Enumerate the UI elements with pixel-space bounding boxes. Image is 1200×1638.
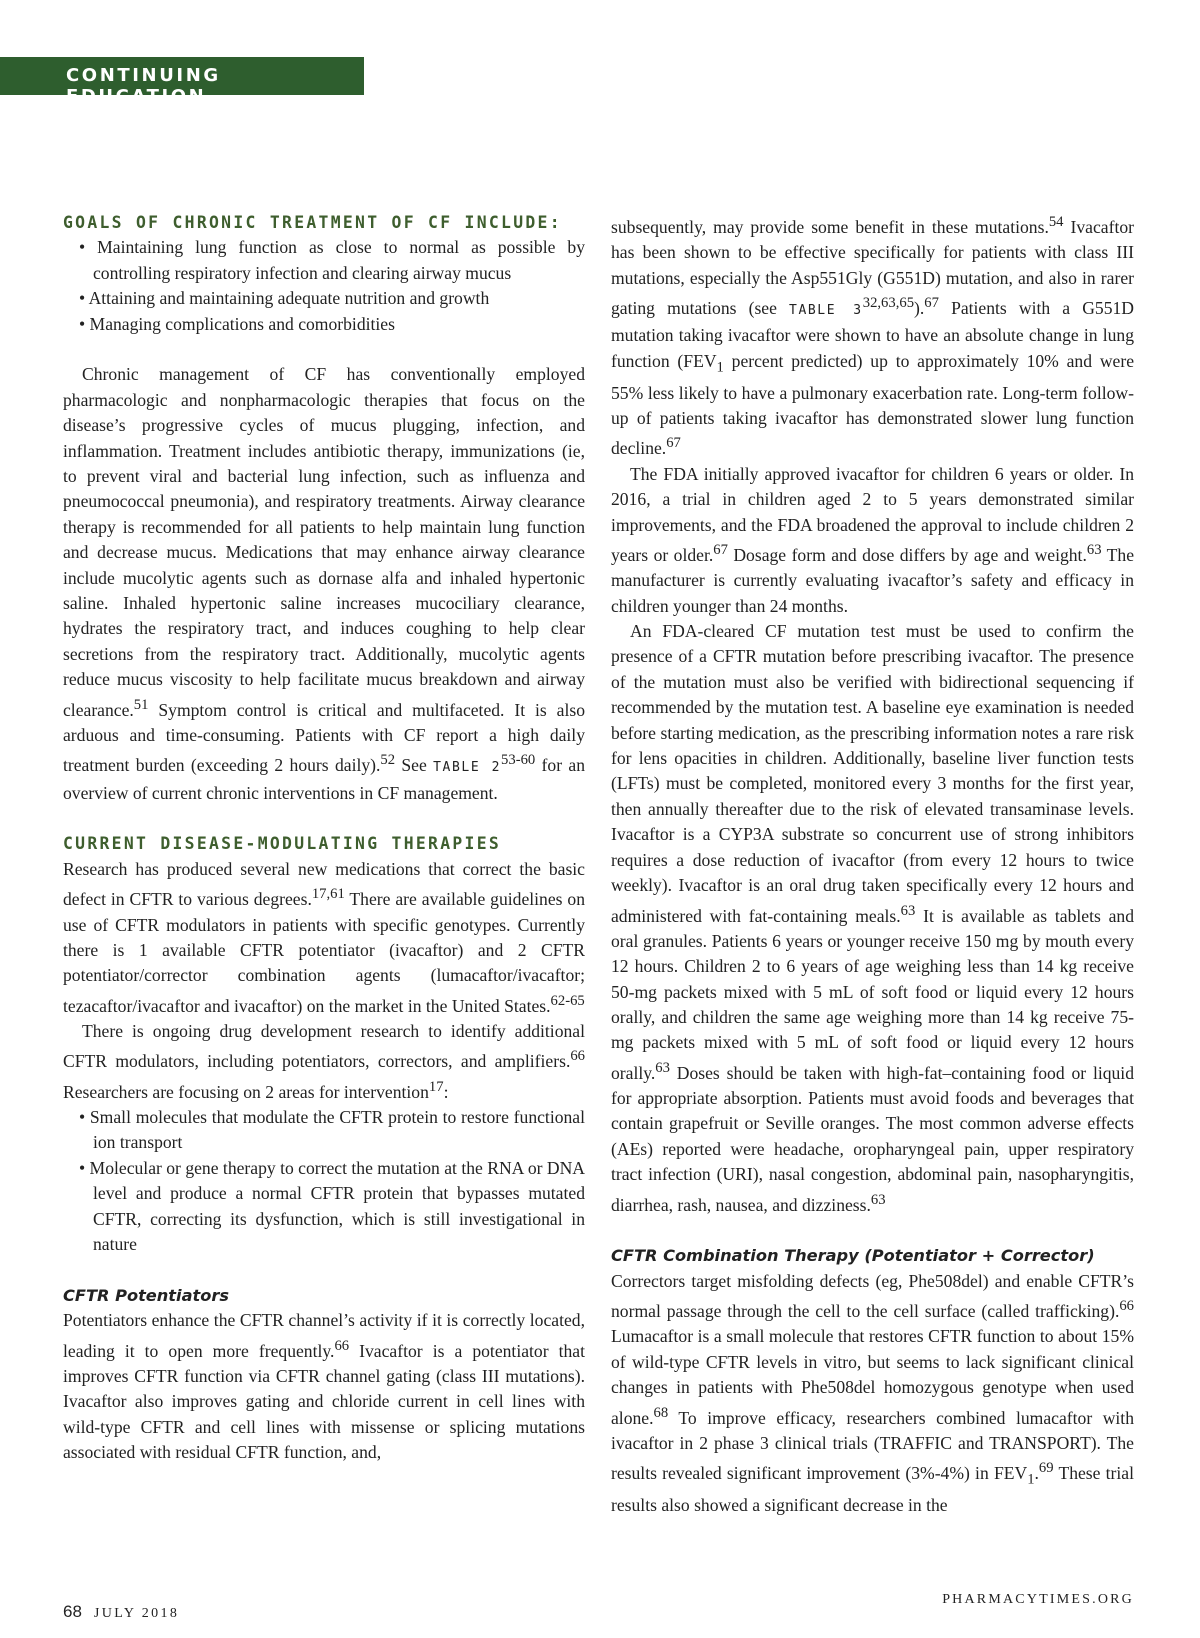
research-paragraph: Research has produced several new medications that correct the basic defect in CFTR to various degrees.$^{17,61}$ There are available guidelines on use of CFTR modulators in patients with specific genotypes. Currently there is 1 available CFTR potentiator (ivacaftor) and 2 CFTR potentiator/corrector combination agents (lumacaftor/ivacaftor; tezacaftor/ivacaftor and ivacaftor) on the market in the United States.$^{62-65}$ <box>63 858 585 1016</box>
current-therapies-heading: CURRENT DISEASE-MODULATING THERAPIES <box>63 834 502 854</box>
list-item: • Molecular or gene therapy to correct the mutation at the RNA or DNA level and produce a normal CFTR protein that bypasses mutated CFTR, correcting its dysfunction, which is still investigational in nature <box>79 1157 585 1254</box>
potentiators-heading: CFTR Potentiators <box>63 1285 229 1305</box>
left-column <box>63 210 585 1465</box>
ivacaftor-paragraph: subsequently, may provide some benefit in these mutations.$^{54}$ Ivacaftor has been shown to be effective specifically for patients with class III mutations, especially the Asp551Gly (G551D) mutation, and also in rarer gating mutations (see TABLE 3$^{32,63,65}$).$^{67}$ Patients with a G551D mutation taking ivacaftor were shown to have an absolute change in lung function ($FEV_1$ percent predicted) up to approximately 10% and were 55% less likely to have a pulmonary exacerbation rate. Long-term follow-up of patients taking ivacaftor has demonstrated slower lung function decline.$^{67}$ <box>611 214 1134 459</box>
table-2-reference: TABLE 2 <box>433 760 502 776</box>
goals-list <box>63 235 585 337</box>
section-banner <box>0 57 364 107</box>
mutation-test-paragraph: An FDA-cleared CF mutation test must be used to confirm the presence of a CFTR mutation before prescribing ivacaftor. The presence of the mutation must also be verified with bidirectional sequencing if recommended by the mutation test. A baseline eye examination is needed before starting medication, as the prescribing information notes a rare risk for lens opacities in children. Additionally, baseline liver function tests (LFTs) must be completed, monitored every 3 months for the first year, then annually thereafter due to the risk of elevated transaminase levels. Ivacaftor is a CYP3A substrate so concurrent use of strong inhibitors requires a dose reduction of ivacaftor (from every 12 hours to twice weekly). Ivacaftor is an oral drug taken specifically every 12 hours and administered with fat-containing meals.$^{63}$ It is available as tablets and oral granules. Patients 6 years or younger receive 150 mg by mouth every 12 hours. Children 2 to 6 years of age weighing less than 14 kg receive 50-mg packets mixed with 5 mL of soft food or liquid every 12 hours orally, and children the same age weighing more than 14 kg receive 75-mg packets mixed with 5 mL of soft food or liquid every 12 hours orally.$^{63}$ Doses should be taken with high-fat–containing food or liquid for appropriate absorption. Patients must avoid foods and beverages that contain grapefruit or Seville oranges. The most common adverse effects (AEs) reported were headache, oropharyngeal pain, upper respiratory tract infection (URI), nasal congestion, abdominal pain, nasopharyngitis, diarrhea, rash, nausea, and dizziness.$^{63}$ <box>611 621 1134 1215</box>
combination-therapy-heading: CFTR Combination Therapy (Potentiator + Corrector) <box>611 1246 1095 1266</box>
goals-heading: GOALS OF CHRONIC TREATMENT OF CF INCLUDE: <box>63 213 562 232</box>
issue-date: JULY 2018 <box>93 1606 180 1621</box>
combination-therapy-paragraph: Correctors target misfolding defects (eg, Phe508del) and enable CFTR’s normal passage through the cell to the cell surface (called trafficking).$^{66}$ Lumacaftor is a small molecule that restores CFTR function to about 15% of wild-type CFTR levels in vitro, but seems to lack significant clinical changes in patients with Phe508del homozygous genotype when used alone.$^{68}$ To improve efficacy, researchers combined lumacaftor with ivacaftor in 2 phase 3 clinical trials (TRAFFIC and TRANSPORT). The results revealed significant improvement (3%-4%) in $FEV_1.^{69}$ These trial results also showed a significant decrease in the <box>611 1270 1134 1516</box>
page-number: 68 <box>63 1602 82 1621</box>
list-item: • Attaining and maintaining adequate nutrition and growth <box>79 288 490 309</box>
right-column <box>611 210 1134 1519</box>
fda-approval-paragraph: The FDA initially approved ivacaftor for children 6 years or older. In 2016, a trial in children aged 2 to 5 years demonstrated similar improvements, and the FDA broadened the approval to include children 2 years or older.$^{67}$ Dosage form and dose differs by age and weight.$^{63}$ The manufacturer is currently evaluating ivacaftor’s safety and efficacy in children younger than 24 months. <box>611 463 1134 616</box>
potentiators-paragraph: Potentiators enhance the CFTR channel’s activity if it is correctly located, leading it to open more frequently.$^{66}$ Ivacaftor is a potentiator that improves CFTR function via CFTR channel gating (class III mutations). Ivacaftor also improves gating and chloride current in cell lines with wild-type CFTR and cell lines with missense or splicing mutations associated with residual CFTR function, and, <box>63 1310 585 1463</box>
list-item: • Maintaining lung function as close to normal as possible by controlling respiratory infection and clearing airway mucus <box>79 237 585 283</box>
section-banner-label: CONTINUING EDUCATION <box>66 65 221 107</box>
list-item: • Small molecules that modulate the CFTR protein to restore functional ion transport <box>79 1106 585 1153</box>
site-url: PHARMACYTIMES.ORG <box>942 1592 1134 1607</box>
chronic-management-paragraph: Chronic management of CF has conventionally employed pharmacologic and nonpharmacologic therapies that focus on the disease’s progressive cycles of mucus plugging, infection, and inflammation. Treatment includes antibiotic therapy, immunizations (ie, to prevent viral and bacterial lung infection, such as influenza and pneumococcal pneumonia), and respiratory treatments. Airway clearance therapy is recommended for all patients to help maintain lung function and decrease mucus. Medications that may enhance airway clearance include mucolytic agents such as dornase alfa and inhaled hypertonic saline. Inhaled hypertonic saline increases mucociliary clearance, hydrates the respiratory tract, and induces coughing to help clear secretions from the respiratory tract. Additionally, mucolytic agents reduce mucus viscosity to help facilitate mucus breakdown and airway clearance.$^{51}$ Symptom control is critical and multifaceted. It is also arduous and time-consuming. Patients with CF report a high daily treatment burden (exceeding 2 hours daily).$^{52}$ See TABLE 2$^{53-60}$ for an overview of current chronic interventions in CF management. <box>63 364 585 803</box>
list-item: • Managing complications and comorbidities <box>79 313 395 334</box>
drug-development-paragraph: There is ongoing drug development research to identify additional CFTR modulators, including potentiators, correctors, and amplifiers.$^{66}$ Researchers are focusing on 2 areas for intervention$^{17}$: <box>63 1021 585 1102</box>
page-footer <box>63 1602 179 1622</box>
table-3-reference: TABLE 3 <box>789 302 863 318</box>
intervention-areas-list <box>63 1105 585 1257</box>
